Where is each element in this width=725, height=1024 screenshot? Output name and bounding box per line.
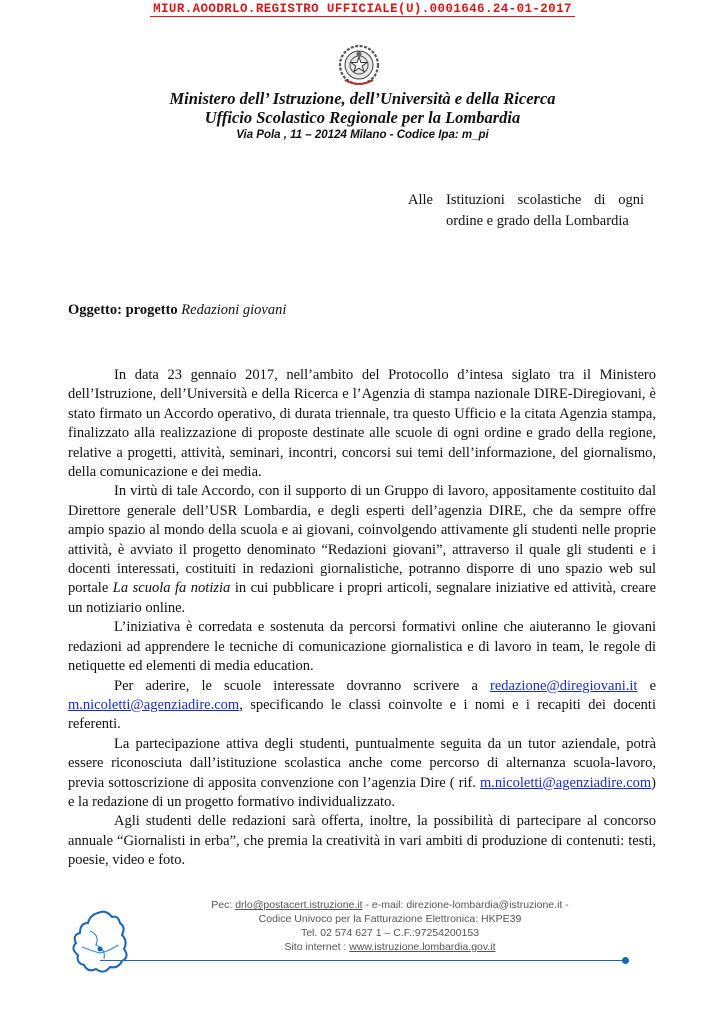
paragraph-4-text-b: e — [649, 677, 657, 694]
paragraph-4-text-c: , specificando le classi coinvolte e i nomi e i recapiti dei docenti referenti. — [68, 696, 656, 733]
protocol-number: MIUR.AOODRLO.REGISTRO UFFICIALE(U).0001646.24-01-2017 — [150, 2, 575, 17]
recipient-prefix: Alle — [408, 192, 433, 208]
recipient-line-2: ordine e grado della Lombardia — [446, 213, 629, 229]
footer-rule — [100, 960, 625, 961]
pec-link[interactable]: drlo@postacert.istruzione.it — [235, 899, 363, 911]
pec-label: Pec: — [211, 899, 233, 911]
recipient-block — [408, 190, 644, 232]
paragraph-4-text-a: Per aderire, le scuole interessate dovranno scrivere a — [114, 677, 478, 694]
subject-label: Oggetto: progetto — [68, 302, 178, 318]
ministry-title: Ministero dell’ Istruzione, dell’Università e della Ricerca — [169, 89, 556, 108]
paragraph-2-text-b: in cui pubblicare i propri articoli, segnalare iniziative ed attività, creare un notiziario online. — [68, 580, 657, 616]
portal-name: La scuola fa notizia — [112, 580, 231, 597]
office-address: Via Pola , 11 – 20124 Milano - Codice Ipa: m_pi — [236, 129, 489, 141]
footer-contacts — [120, 898, 660, 954]
footer-line-site — [120, 940, 660, 954]
paragraph-4 — [68, 677, 656, 735]
email-redazione-link[interactable]: redazione@diregiovani.it — [490, 677, 638, 694]
subject-line — [68, 302, 286, 319]
paragraph-1: In data 23 gennaio 2017, nell’ambito del Protocollo d’intesa siglato tra il Ministero dell’Istruzione, dell’Università e della Ricerca e l’Agenzia di stampa nazionale DIRE-Diregiovani, è stato firmato un Accordo operativo, di durata triennale, tra questo Ufficio e la citata Agenzia stampa, finalizzato alla realizzazione di proposte destinate alle scuole di ogni ordine e grado della regione, relative a progetti, attività, seminari, incontri, concorsi sui temi dell’informazione, del giornalismo, della comunicazione e dei media. — [68, 367, 656, 481]
paragraph-5-text-a: La partecipazione attiva degli studenti, puntualmente seguita da un tutor aziendale, potrà essere riconosciuta dall’istituzione scolastica anche come percorso di alternanza scuola-lavoro, previa sottoscrizione di apposita convenzione con l’agenzia Dire ( rif. — [68, 735, 656, 791]
footer-rule-dot — [622, 957, 629, 964]
paragraph-3: L’iniziativa è corredata e sostenuta da percorsi formativi online che aiuteranno le giovani redazioni ad apprendere le tecniche di comunicazione giornalistica e di lavoro in team, le regole di netiquette ed elementi di media education. — [68, 619, 656, 675]
paragraph-5 — [68, 735, 656, 813]
protocol-stamp — [0, 2, 725, 16]
footer-tel: Tel. 02 574 627 1 – C.F.:97254200153 — [300, 927, 480, 939]
paragraph-5-text-b: ) e la redazione di un progetto formativo individualizzato. — [68, 774, 657, 810]
site-label: Sito internet : — [284, 941, 347, 953]
footer-email: - e-mail: direzione-lombardia@istruzione.it - — [365, 899, 569, 911]
recipient-line-1: Istituzioni scolastiche di ogni — [446, 192, 644, 208]
office-title: Ufficio Scolastico Regionale per la Lombardia — [204, 108, 521, 127]
paragraph-2-text-a: In virtù di tale Accordo, con il supporto di un Gruppo di lavoro, appositamente costituito dal Direttore generale dell’USR Lombardia, e degli esperti dell’agenzia DIRE, che da sempre offre ampio spazio al mondo della scuola e ai giovani, coinvolgendo attivamente gli studenti nelle proprie attività, è avviato il progetto denominato “Redazioni giovani”, attraverso il quale gli studenti e i docenti interessati, costituiti in redazioni giornalistiche, potranno disporre di uno spazio web sul portale — [68, 483, 656, 597]
subject-title: Redazioni giovani — [181, 302, 287, 318]
email-nicoletti-link[interactable]: m.nicoletti@agenziadire.com — [68, 696, 240, 713]
footer-codice: Codice Univoco per la Fatturazione Elettronica: HKPE39 — [258, 913, 522, 925]
email-nicoletti-link-2[interactable]: m.nicoletti@agenziadire.com — [479, 774, 652, 791]
italian-republic-emblem-icon — [337, 42, 381, 88]
footer-line-1 — [120, 898, 660, 912]
paragraph-6: Agli studenti delle redazioni sarà offerta, inoltre, la possibilità di partecipare al concorso annuale “Giornalisti in erba”, che premia la creatività in vari ambiti di produzione di contenuti: testi, poesie, video e foto. — [68, 813, 656, 869]
letter-body — [68, 366, 656, 871]
site-link[interactable]: www.istruzione.lombardia.gov.it — [349, 941, 496, 953]
paragraph-2 — [68, 482, 656, 618]
